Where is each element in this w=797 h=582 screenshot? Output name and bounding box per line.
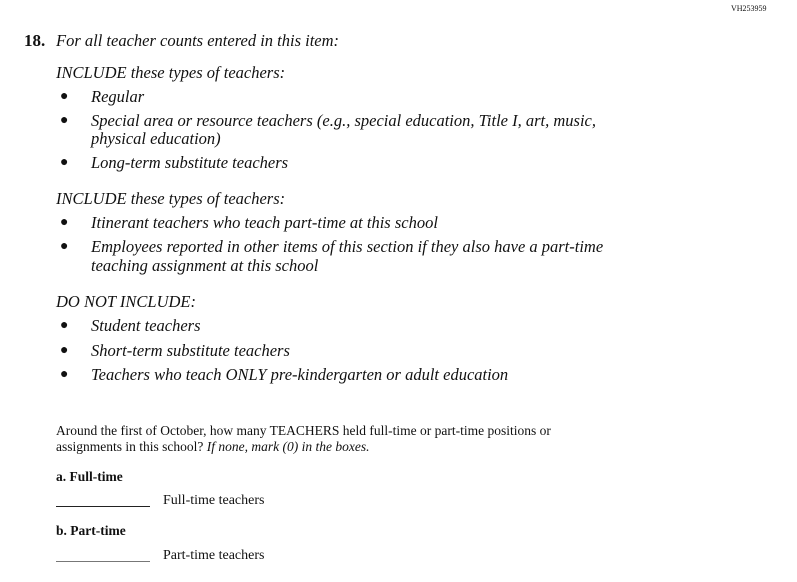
full-time-input[interactable] [56, 506, 150, 507]
bullet-icon: ● [60, 318, 69, 333]
list-item: Regular [91, 87, 145, 106]
part-time-input[interactable] [56, 561, 150, 562]
prompt-line-2 [56, 439, 369, 455]
prompt-line-1: Around the first of October, how many TEACHERS held full-time or part-time positions or [56, 423, 551, 438]
bullet-icon: ● [60, 343, 69, 358]
part-a-label: a. Full-time [56, 469, 123, 484]
list-item: Student teachers [91, 316, 201, 335]
bullet-icon: ● [60, 89, 69, 104]
full-time-field-label: Full-time teachers [163, 493, 265, 508]
include-heading-2: INCLUDE these types of teachers: [56, 189, 286, 208]
list-item: Itinerant teachers who teach part-time at this school [91, 213, 438, 232]
part-b-label: b. Part-time [56, 523, 126, 538]
list-item-continuation: physical education) [91, 129, 221, 148]
question-number: 18. [24, 31, 46, 50]
bullet-icon: ● [60, 155, 69, 170]
list-item: Teachers who teach ONLY pre-kindergarten or adult education [91, 365, 509, 384]
part-time-field-label: Part-time teachers [163, 548, 265, 563]
bullet-icon: ● [60, 367, 69, 382]
prompt-text: assignments in this school? [56, 439, 204, 454]
bullet-icon: ● [60, 239, 69, 254]
list-item: Long-term substitute teachers [91, 153, 289, 172]
bullet-icon: ● [60, 113, 69, 128]
form-id: VH253959 [731, 4, 767, 13]
list-item: Employees reported in other items of this section if they also have a part-time [91, 237, 604, 256]
bullet-icon: ● [60, 215, 69, 230]
question-instruction: For all teacher counts entered in this item: [56, 31, 340, 50]
list-item-continuation: teaching assignment at this school [91, 256, 319, 275]
list-item: Short-term substitute teachers [91, 341, 290, 360]
list-item: Special area or resource teachers (e.g., special education, Title I, art, music, [91, 111, 596, 130]
prompt-note: If none, mark (0) in the boxes. [206, 439, 370, 454]
exclude-heading: DO NOT INCLUDE: [56, 292, 196, 311]
include-heading: INCLUDE these types of teachers: [56, 63, 286, 82]
